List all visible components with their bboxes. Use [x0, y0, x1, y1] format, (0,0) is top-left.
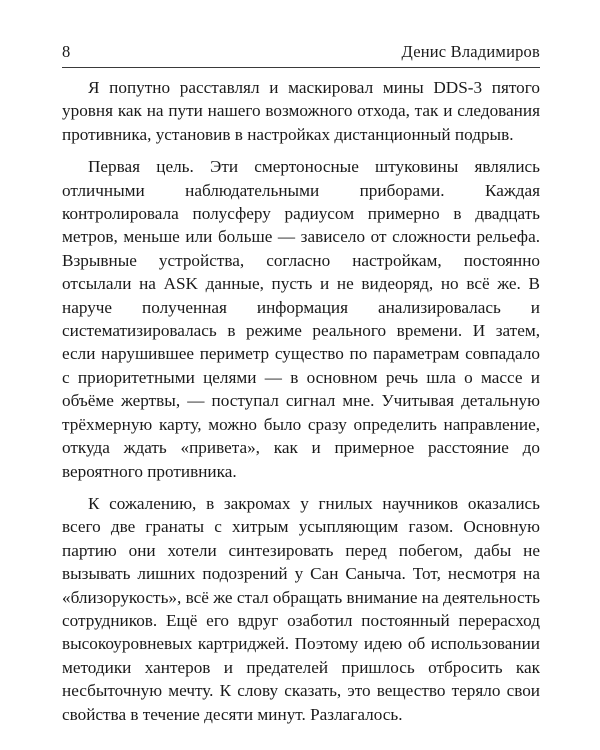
- header-rule: [62, 67, 540, 68]
- page-number: 8: [62, 42, 71, 61]
- paragraph-2: Первая цель. Эти смертоносные штуковины являлись отличными наблюдательными приборами. Каждая контролировала полусферу радиусом примерно в двадцать метров, меньше или больше — зависело от сложности рельефа. Взрывные устройства, согласно настройкам, постоянно отсылали на ASK данные, пусть и не видеоряд, но всё же. В наруче полученная информация анализировалась и систематизировалась в режиме реального времени. И затем, если нарушившее периметр существо по параметрам совпадало с приоритетными целями — в основном речь шла о массе и объёме жертвы, — поступал сигнал мне. Учитывая детальную трёхмерную карту, можно было сразу определить направление, откуда ждать «привета», как и примерное расстояние до вероятного противника.: [62, 157, 540, 481]
- paragraph-1: Я попутно расставлял и маскировал мины DDS-3 пятого уровня как на пути нашего возможного отхода, так и следования противника, установив в настройках дистанционный подрыв.: [62, 78, 540, 144]
- running-head-author: Денис Владимиров: [401, 42, 540, 61]
- book-page: [62, 40, 540, 726]
- body-text: [62, 76, 540, 726]
- page-header: [62, 40, 540, 64]
- paragraph-3: К сожалению, в закромах у гнилых научников оказались всего две гранаты с хитрым усыпляющим газом. Основную партию они хотели синтезировать перед побегом, дабы не вызывать лишних подозрений у Сан Саныча. Тот, несмотря на «близорукость», всё же стал обращать внимание на деятельность сотрудников. Ещё его вдруг озаботил постоянный перерасход высокоуровневых картриджей. Поэтому идею об использовании методики хантеров и предателей пришлось отбросить как несбыточную мечту. К слову сказать, это вещество теряло свои свойства в течение десяти минут. Разлагалось.: [62, 493, 540, 724]
